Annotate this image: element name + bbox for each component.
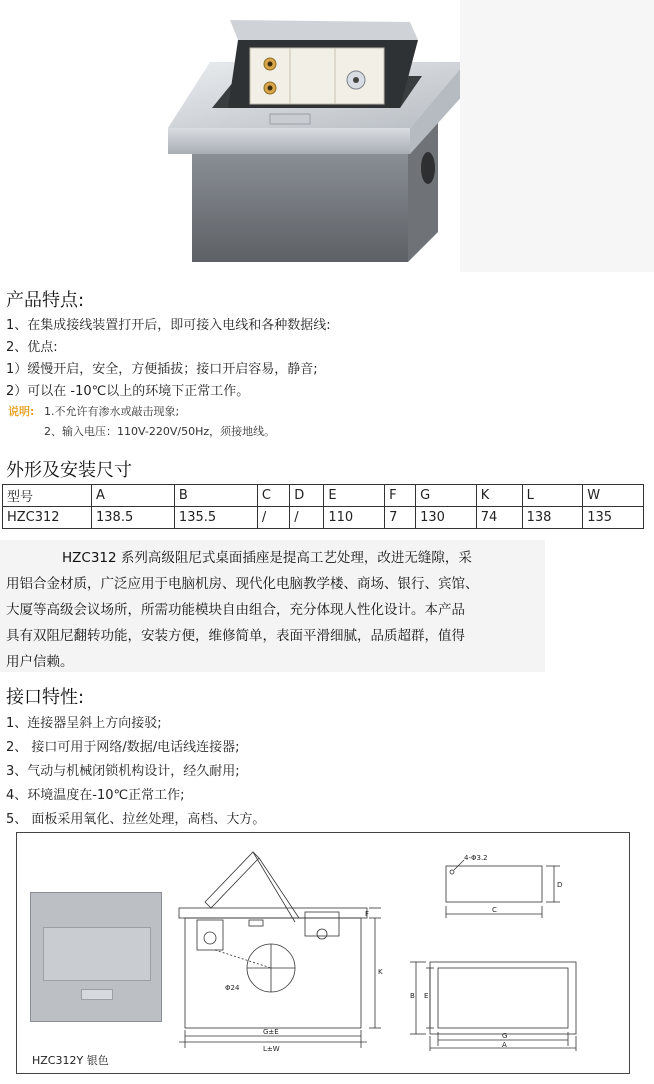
interface-line-2: 2、 接口可用于网络/数据/电话线连接器;	[6, 740, 240, 755]
header-cell: C	[257, 485, 289, 507]
header-cell: L	[522, 485, 583, 507]
dim-label-k: K	[378, 968, 383, 976]
interface-title: 接口特性:	[6, 687, 85, 708]
dim-label-g: G	[502, 1032, 508, 1040]
value-cell: 110	[324, 507, 385, 529]
note-line-2: 2、输入电压：110V-220V/50Hz，须接地线。	[44, 425, 276, 438]
description-line-2: 用铝合金材质，广泛应用于电脑机房、现代化电脑教学楼、商场、银行、宾馆、	[6, 576, 479, 592]
header-cell: K	[476, 485, 522, 507]
value-cell: 135.5	[174, 507, 257, 529]
description-line-3: 大厦等高级会议场所，所需功能模块自由组合，充分体现人性化设计。本产品	[6, 602, 465, 618]
description-line-1: HZC312 系列高级阻尼式桌面插座是提高工艺处理，改进无缝隙，采	[62, 550, 472, 566]
value-cell: 130	[416, 507, 477, 529]
feature-line-2: 2、优点:	[6, 340, 58, 355]
dim-label-d: D	[557, 881, 563, 889]
feature-line-3: 1）缓慢开启，安全，方便插拔；接口开启容易，静音;	[6, 362, 318, 377]
header-cell: D	[290, 485, 324, 507]
value-cell: /	[257, 507, 289, 529]
value-cell: /	[290, 507, 324, 529]
frame-drawing	[408, 952, 580, 1052]
note-line-1: 1.不允许有渗水或敲击现象;	[44, 405, 180, 418]
dimensions-title: 外形及安装尺寸	[6, 460, 132, 481]
value-cell: 74	[476, 507, 522, 529]
dim-label-phi: Φ24	[225, 984, 240, 992]
hole-drawing	[436, 852, 570, 922]
value-cell: 138	[522, 507, 583, 529]
header-cell: F	[385, 485, 416, 507]
interface-line-1: 1、连接器呈斜上方向接驳;	[6, 716, 162, 731]
dim-label-lw: L±W	[263, 1045, 280, 1052]
dim-label-ge: G±E	[263, 1028, 279, 1036]
feature-line-4: 2）可以在 -10℃以上的环境下正常工作。	[6, 384, 250, 399]
panel-caption: HZC312Y 银色	[32, 1054, 109, 1067]
header-cell: G	[416, 485, 477, 507]
model-cell: HZC312	[3, 507, 92, 529]
value-cell: 7	[385, 507, 416, 529]
photo-backdrop	[460, 0, 654, 272]
table-header-row	[3, 485, 644, 507]
dimensions-table	[2, 484, 644, 529]
header-cell: W	[583, 485, 644, 507]
dim-label-c: C	[492, 906, 497, 914]
interface-line-3: 3、气动与机械闭锁机构设计，经久耐用;	[6, 764, 240, 779]
header-cell: E	[324, 485, 385, 507]
header-cell: B	[174, 485, 257, 507]
section-drawing	[175, 842, 390, 1052]
interface-line-4: 4、环境温度在-10℃正常工作;	[6, 788, 185, 803]
dim-label-f: F	[365, 910, 370, 918]
value-cell: 135	[583, 507, 644, 529]
dim-label-a: A	[502, 1041, 507, 1049]
dim-label-b: B	[410, 992, 415, 1000]
product-photo	[150, 0, 460, 272]
interface-line-5: 5、 面板采用氧化、拉丝处理，高档、大方。	[6, 812, 266, 827]
table-row	[3, 507, 644, 529]
header-cell: 型号	[3, 485, 92, 507]
dim-label-hole: 4-Φ3.2	[464, 854, 488, 862]
header-cell: A	[92, 485, 175, 507]
feature-line-1: 1、在集成接线装置打开后，即可接入电线和各种数据线:	[6, 318, 331, 333]
value-cell: 138.5	[92, 507, 175, 529]
description-line-4: 具有双阻尼翻转功能，安装方便，维修简单，表面平滑细腻，品质超群，值得	[6, 628, 465, 644]
dim-label-e: E	[424, 992, 429, 1000]
description-line-5: 用户信赖。	[6, 654, 74, 670]
panel-photo	[30, 892, 162, 1022]
note-tag: 说明:	[8, 405, 35, 418]
features-title: 产品特点:	[6, 290, 85, 311]
